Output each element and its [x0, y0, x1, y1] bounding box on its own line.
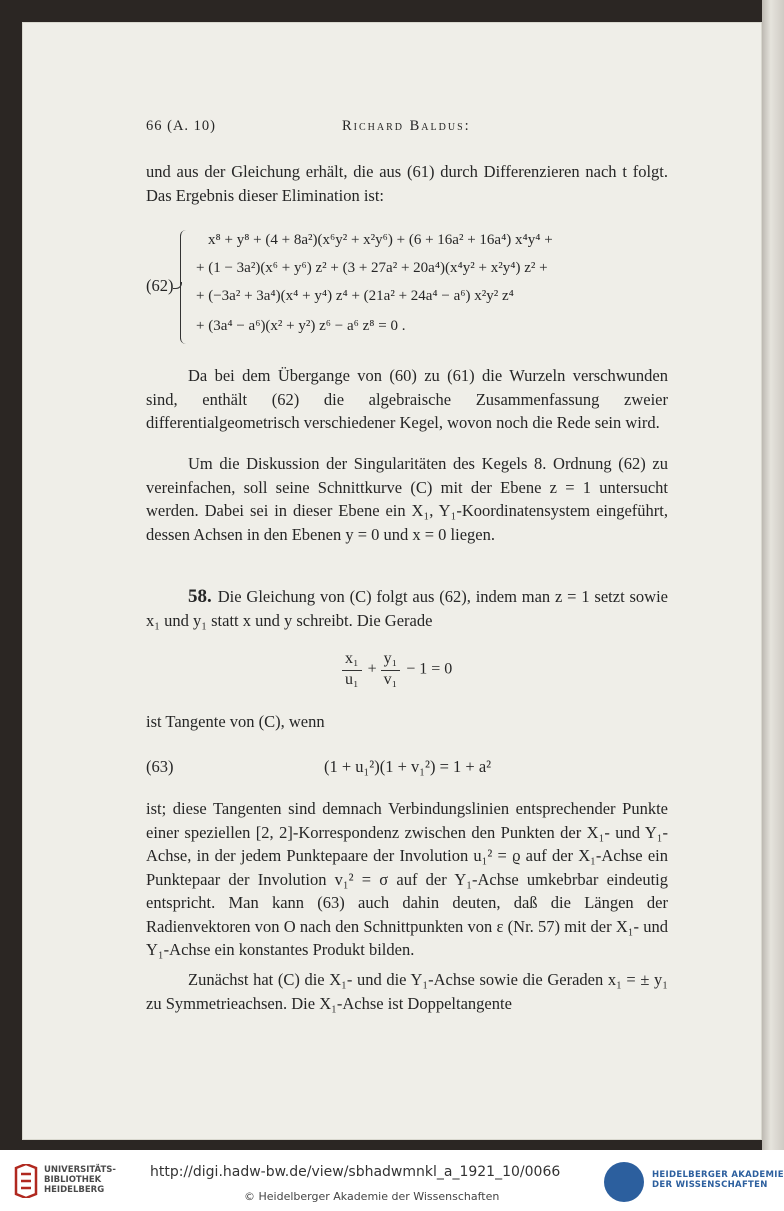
- equation-line: + (1 − 3a²)(x⁶ + y⁶) z² + (3 + 27a² + 20a⁴)(x⁴y² + x²y⁴) z² +: [196, 260, 548, 276]
- running-head-author: Richard Baldus:: [342, 118, 471, 134]
- equation-line: x⁸ + y⁸ + (4 + 8a²)(x⁶y² + x²y⁶) + (6 + 16a² + 16a⁴) x⁴y⁴ +: [208, 232, 553, 248]
- running-header: [146, 118, 666, 135]
- academy-name: [652, 1170, 784, 1190]
- left-brace: [180, 230, 191, 344]
- paragraph-uebergange: [146, 364, 668, 435]
- plus-sign: +: [367, 660, 377, 678]
- section-58: [146, 585, 668, 632]
- paragraph-text: Um die Diskussion der Singularitäten des Kegels 8. Ordnung (62) zu vereinfachen, soll seine Schnittkurve (C) mit der Ebene z = 1 untersucht werden. Dabei sei in dieser Ebene ein X₁, Y₁-Koordinatensystem eingeführt, dessen Achsen in den Ebenen y = 0 und x = 0 liegen.: [146, 454, 668, 544]
- academy-logo-icon: [604, 1162, 644, 1202]
- paragraph-text: Da bei dem Übergange von (60) zu (61) die Wurzeln verschwunden sind, enthält (62) die algebraische Zusammenfassung zweier differentialgeometrisch verschiedener Kegel, wovon noch die Rede sein wird.: [146, 366, 668, 432]
- university-library-logo-icon: [12, 1164, 40, 1198]
- line-equation: [342, 650, 452, 689]
- fraction-x: [342, 650, 362, 689]
- section-text: Die Gleichung von (C) folgt aus (62), indem man z = 1 setzt sowie x₁ und y₁ statt x und y schreibt. Die Gerade: [146, 587, 668, 630]
- ub-name-line: UNIVERSITÄTS-: [44, 1165, 116, 1175]
- paragraph-text: ist Tangente von (C), wenn: [146, 712, 325, 731]
- university-library-name: [44, 1165, 116, 1195]
- ub-name-line: BIBLIOTHEK: [44, 1175, 102, 1185]
- paragraph-tangente: [146, 710, 668, 734]
- equation-label: (62): [146, 276, 174, 295]
- copyright-notice: © Heidelberger Akademie der Wissenschaften: [244, 1190, 500, 1203]
- denominator: u₁: [345, 671, 359, 688]
- equation-line: + (−3a² + 3a⁴)(x⁴ + y⁴) z⁴ + (21a² + 24a⁴ − a⁶) x²y² z⁴: [196, 288, 514, 304]
- equation-rest: − 1 = 0: [406, 660, 453, 678]
- page-number: 66 (A. 10): [146, 118, 217, 134]
- page-edge-right: [762, 0, 784, 1150]
- academy-name-line: DER WISSENSCHAFTEN: [652, 1180, 768, 1190]
- paragraph-diskussion: [146, 452, 668, 546]
- equation-line: + (3a⁴ − a⁶)(x² + y²) z⁶ − a⁶ z⁸ = 0 .: [196, 318, 406, 334]
- denominator: v₁: [383, 671, 398, 688]
- paragraph-text: ist; diese Tangenten sind demnach Verbindungslinien entsprechender Punkte einer speziellen [2, 2]-Korrespondenz zwischen den Punkten der X₁- und Y₁-Achse, in der jedem Punktepaare der Involution u₁² = ϱ auf der X₁-Achse ein Punktepaar der Involution v₁² = σ auf der Y₁-Achse umkebrbar eindeutig entspricht. Man kann (63) auch dahin deuten, daß die Längen der Radienvektoren von O nach den Schnittpunkten von ε (Nr. 57) mit der X₁- und Y₁-Achse ein konstantes Produkt bilden.: [146, 799, 668, 959]
- equation-label: (63): [146, 757, 174, 776]
- academy-name-line: HEIDELBERGER AKADEMIE: [652, 1170, 784, 1180]
- paragraph-tangenten: [146, 797, 668, 962]
- numerator: x₁: [342, 650, 362, 671]
- paragraph-intro: [146, 160, 668, 207]
- paragraph-text: Zunächst hat (C) die X₁- und die Y₁-Achse sowie die Geraden x₁ = ± y₁ zu Symmetrieachsen. Die X₁-Achse ist Doppeltangente: [146, 970, 668, 1013]
- section-number: 58.: [188, 586, 212, 607]
- fraction-y: [381, 650, 401, 689]
- ub-name-line: HEIDELBERG: [44, 1185, 105, 1195]
- numerator: y₁: [381, 650, 401, 671]
- equation-body: (1 + u₁²)(1 + v₁²) = 1 + a²: [324, 757, 492, 776]
- equation-62: [146, 230, 668, 348]
- paragraph-symmetrie: [146, 968, 668, 1015]
- viewer-footer: [0, 1150, 784, 1211]
- paragraph-text: und aus der Gleichung erhält, die aus (61) durch Differenzieren nach t folgt. Das Ergebnis dieser Elimination ist:: [146, 162, 668, 205]
- permalink-url[interactable]: http://digi.hadw-bw.de/view/sbhadwmnkl_a_1921_10/0066: [150, 1164, 561, 1180]
